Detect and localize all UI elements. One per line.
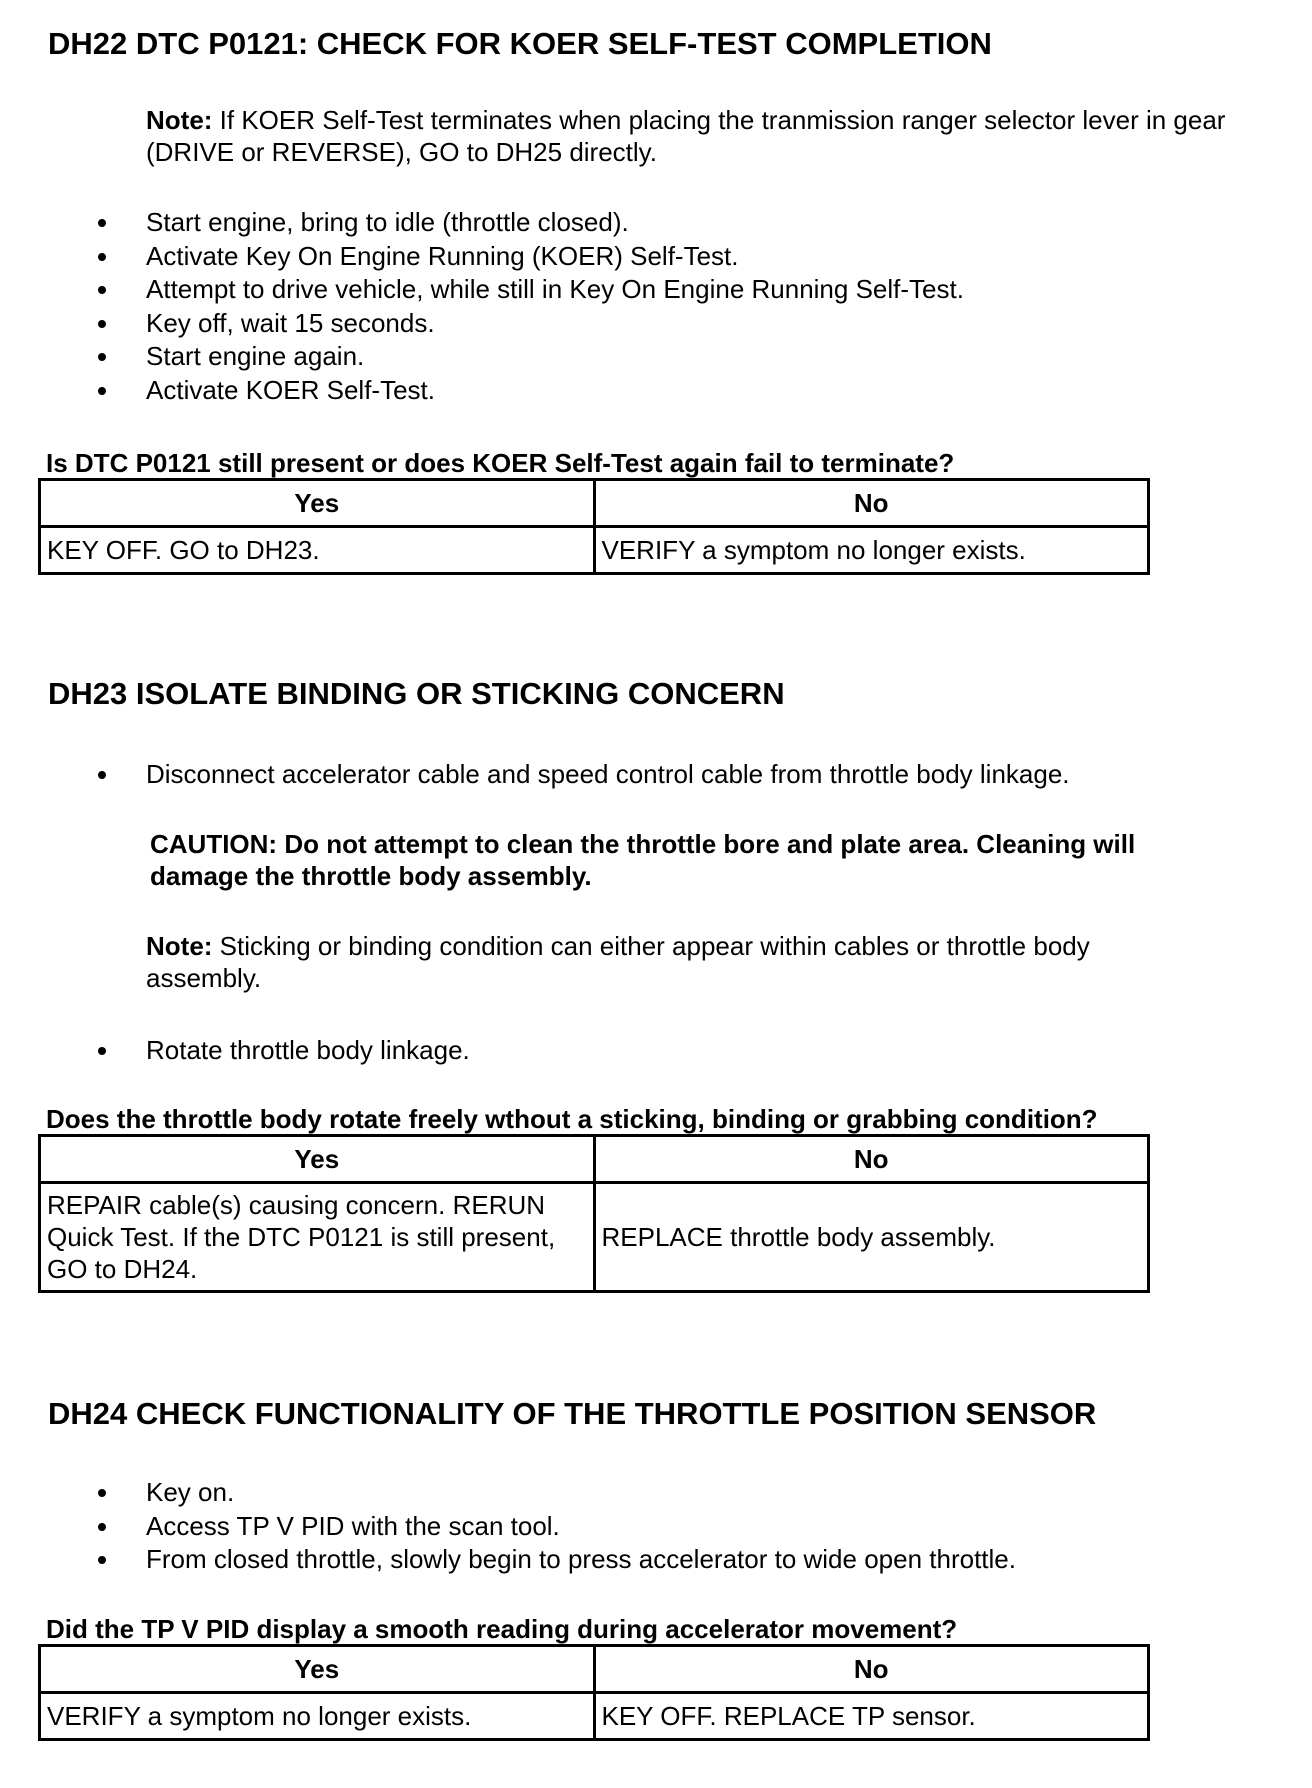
list-item-text: Disconnect accelerator cable and speed control cable from throttle body linkage. xyxy=(146,759,1070,789)
table-header-row xyxy=(40,1136,1149,1183)
list-item-text: Rotate throttle body linkage. xyxy=(146,1035,470,1065)
question-dh24: Did the TP V PID display a smooth reading during accelerator movement? xyxy=(46,1614,958,1644)
list-item-text: Activate Key On Engine Running (KOER) Self-Test. xyxy=(146,240,739,271)
table-row xyxy=(40,1183,1149,1292)
list-item-text: Start engine again. xyxy=(146,341,365,372)
step-list-dh23-b xyxy=(0,1034,470,1068)
decision-table-dh22 xyxy=(38,478,1150,575)
caution-dh23: CAUTION: Do not attempt to clean the throttle bore and plate area. Cleaning will damage the throttle body assembly. xyxy=(150,829,1136,891)
list-item xyxy=(0,273,964,307)
list-item xyxy=(0,1510,1016,1544)
bullet-icon xyxy=(98,1047,106,1055)
question-dh22: Is DTC P0121 still present or does KOER Self-Test again fail to terminate? xyxy=(46,448,955,478)
note-label: Note: xyxy=(146,931,213,961)
section-heading-dh22: DH22 DTC P0121: CHECK FOR KOER SELF-TEST COMPLETION xyxy=(48,26,992,61)
list-item xyxy=(0,206,964,240)
note-text: Sticking or binding condition can either appear within cables or throttle body assembly. xyxy=(146,931,1090,993)
bullet-icon xyxy=(98,286,106,294)
table-row xyxy=(40,527,1149,574)
no-action: VERIFY a symptom no longer exists. xyxy=(594,527,1149,574)
list-item xyxy=(0,758,1070,792)
decision-table-dh24 xyxy=(38,1644,1150,1741)
step-list-dh22 xyxy=(0,206,964,408)
question-dh23: Does the throttle body rotate freely wthout a sticking, binding or grabbing condition? xyxy=(46,1104,1098,1134)
bullet-icon xyxy=(98,219,106,227)
step-list-dh23-a xyxy=(0,758,1070,792)
list-item-text: Key on. xyxy=(146,1477,235,1507)
list-item xyxy=(0,240,964,274)
decision-table-dh23 xyxy=(38,1134,1150,1293)
list-item-text: From closed throttle, slowly begin to press accelerator to wide open throttle. xyxy=(146,1544,1016,1575)
table-header-row xyxy=(40,1646,1149,1693)
table-header-row xyxy=(40,480,1149,527)
no-action: REPLACE throttle body assembly. xyxy=(594,1183,1149,1292)
no-header: No xyxy=(594,1136,1149,1183)
bullet-icon xyxy=(98,1523,106,1531)
yes-action: VERIFY a symptom no longer exists. xyxy=(40,1693,595,1740)
bullet-icon xyxy=(98,771,106,779)
bullet-icon xyxy=(98,387,106,395)
bullet-icon xyxy=(98,320,106,328)
no-header: No xyxy=(594,1646,1149,1693)
table-row xyxy=(40,1693,1149,1740)
list-item-text: Activate KOER Self-Test. xyxy=(146,374,435,405)
list-item xyxy=(0,307,964,341)
no-header: No xyxy=(594,480,1149,527)
yes-action: REPAIR cable(s) causing concern. RERUN Quick Test. If the DTC P0121 is still present, GO to DH24. xyxy=(40,1183,595,1292)
bullet-icon xyxy=(98,253,106,261)
bullet-icon xyxy=(98,1556,106,1564)
yes-action: KEY OFF. GO to DH23. xyxy=(40,527,595,574)
list-item-text: Key off, wait 15 seconds. xyxy=(146,307,435,338)
list-item xyxy=(0,1543,1016,1577)
no-action: KEY OFF. REPLACE TP sensor. xyxy=(594,1693,1149,1740)
note-text: If KOER Self-Test terminates when placing the tranmission ranger selector lever in gear (DRIVE or REVERSE), GO to DH25 directly. xyxy=(146,105,1226,167)
section-heading-dh23: DH23 ISOLATE BINDING OR STICKING CONCERN xyxy=(48,676,785,711)
note-dh23 xyxy=(146,930,1186,994)
yes-header: Yes xyxy=(40,1136,595,1183)
list-item-text: Start engine, bring to idle (throttle closed). xyxy=(146,207,629,237)
note-label: Note: xyxy=(146,105,213,135)
section-heading-dh24: DH24 CHECK FUNCTIONALITY OF THE THROTTLE POSITION SENSOR xyxy=(48,1396,1097,1431)
bullet-icon xyxy=(98,353,106,361)
step-list-dh24 xyxy=(0,1476,1016,1577)
list-item xyxy=(0,1034,470,1068)
list-item xyxy=(0,374,964,408)
list-item-text: Access TP V PID with the scan tool. xyxy=(146,1510,560,1541)
list-item-text: Attempt to drive vehicle, while still in Key On Engine Running Self-Test. xyxy=(146,274,964,305)
bullet-icon xyxy=(98,1489,106,1497)
list-item xyxy=(0,340,964,374)
yes-header: Yes xyxy=(40,1646,595,1693)
list-item xyxy=(0,1476,1016,1510)
note-dh22 xyxy=(146,104,1256,168)
yes-header: Yes xyxy=(40,480,595,527)
